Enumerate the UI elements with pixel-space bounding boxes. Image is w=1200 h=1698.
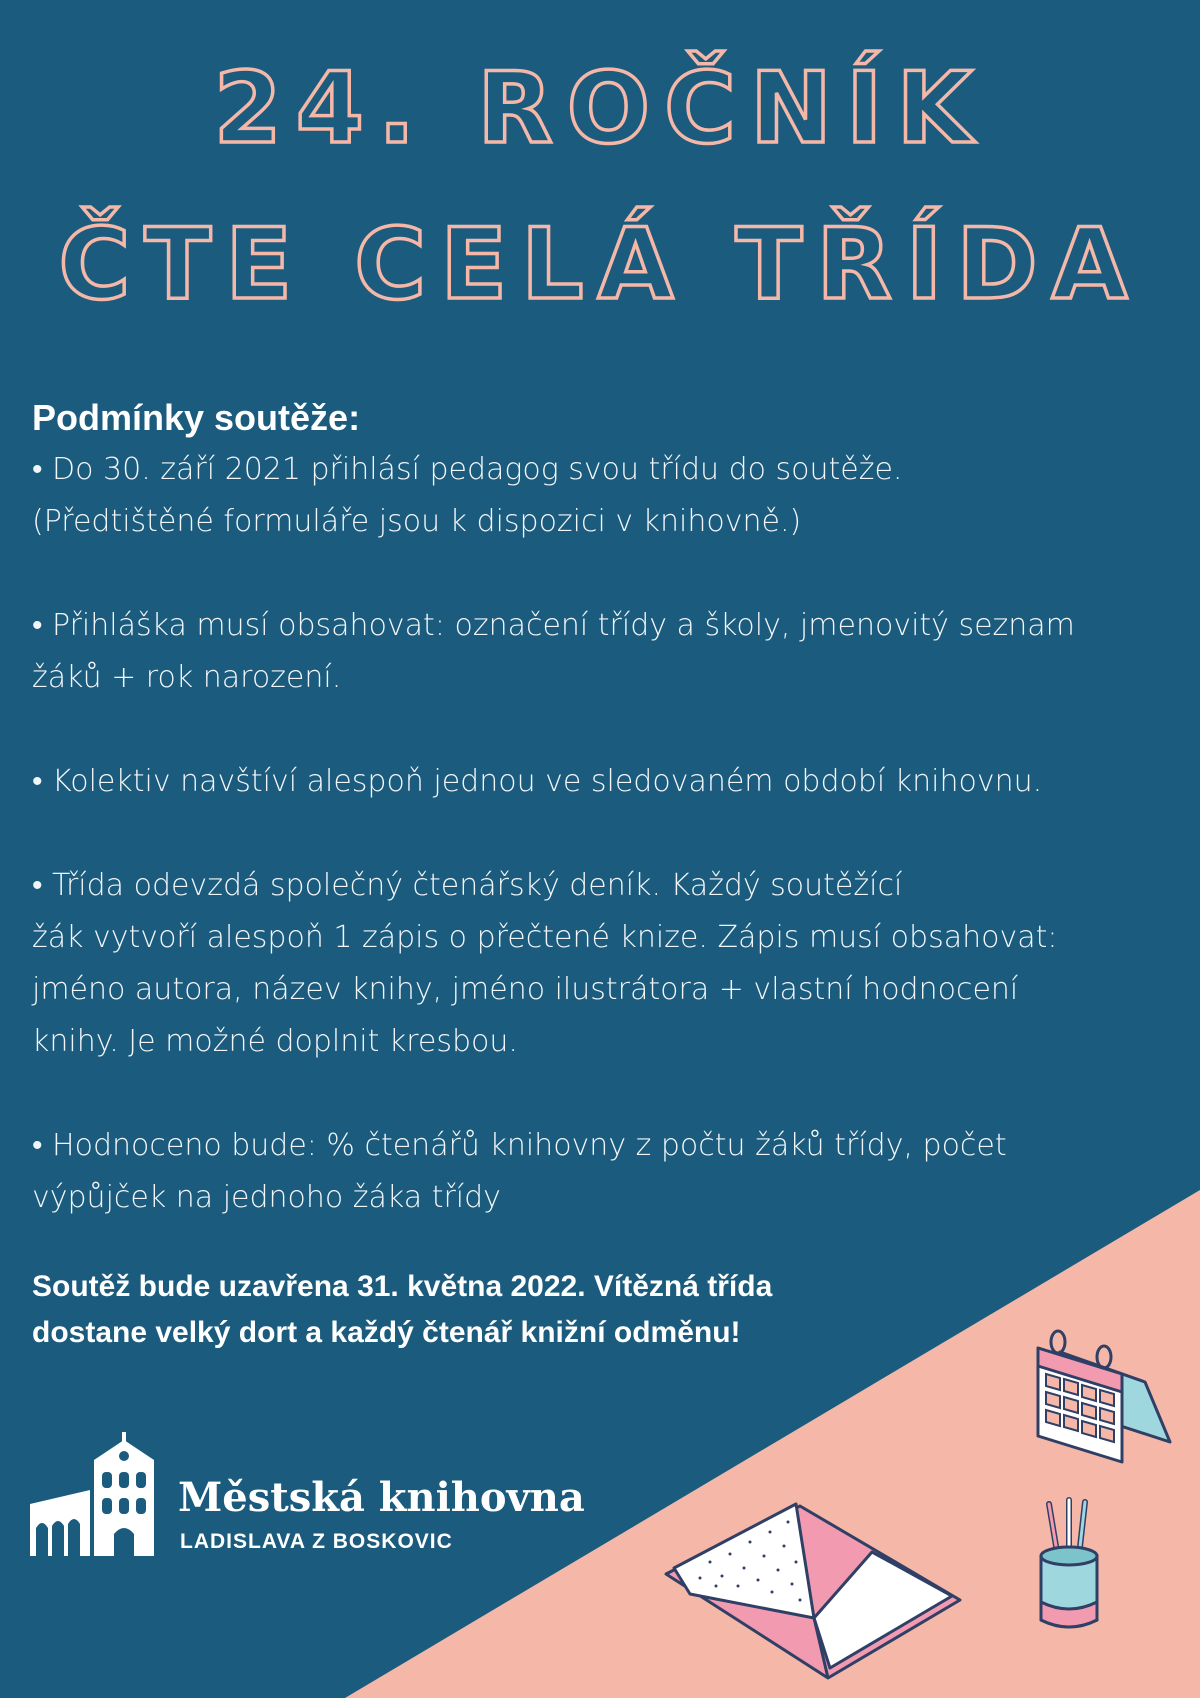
title-main: ČTE CELÁ TŘÍDA [58, 208, 1142, 322]
condition-item: • Do 30. září 2021 přihlásí pedagog svou třídu do soutěže. (Předtištěné formuláře jsou k dispozici v knihovně.) [32, 452, 903, 539]
calendar-icon [1030, 1312, 1180, 1472]
closing-note: Soutěž bude uzavřena 31. května 2022. Vítězná třída dostane velký dort a každý čtenář knižní odměnu! [32, 1270, 773, 1349]
library-building-icon [30, 1432, 160, 1564]
open-book-icon [660, 1502, 970, 1682]
library-subtitle: LADISLAVA Z BOSKOVIC [180, 1530, 453, 1553]
condition-item: • Kolektiv navštíví alespoň jednou ve sledovaném období knihovnu. [32, 764, 1043, 799]
condition-item: • Hodnoceno bude: % čtenářů knihovny z počtu žáků třídy, počet výpůjček na jednoho žáka třídy [32, 1128, 1007, 1215]
library-name: Městská knihovna [178, 1474, 585, 1521]
condition-item: • Třída odevzdá společný čtenářský deník. Každý soutěžící žák vytvoří alespoň 1 zápis o přečtené knize. Zápis musí obsahovat: jméno autora, název knihy, jméno ilustrátora + vlastní hodnocení knihy. Je možné doplnit kresbou. [32, 868, 1058, 1059]
pencil-cup-icon [1035, 1496, 1105, 1636]
conditions-section [32, 392, 1172, 1356]
library-logo [30, 1432, 590, 1564]
conditions-heading: Podmínky soutěže: [32, 397, 361, 438]
condition-item: • Přihláška musí obsahovat: označení třídy a školy, jmenovitý seznam žáků + rok narození. [32, 608, 1075, 695]
title-year: 24. ROČNÍK [213, 52, 987, 166]
